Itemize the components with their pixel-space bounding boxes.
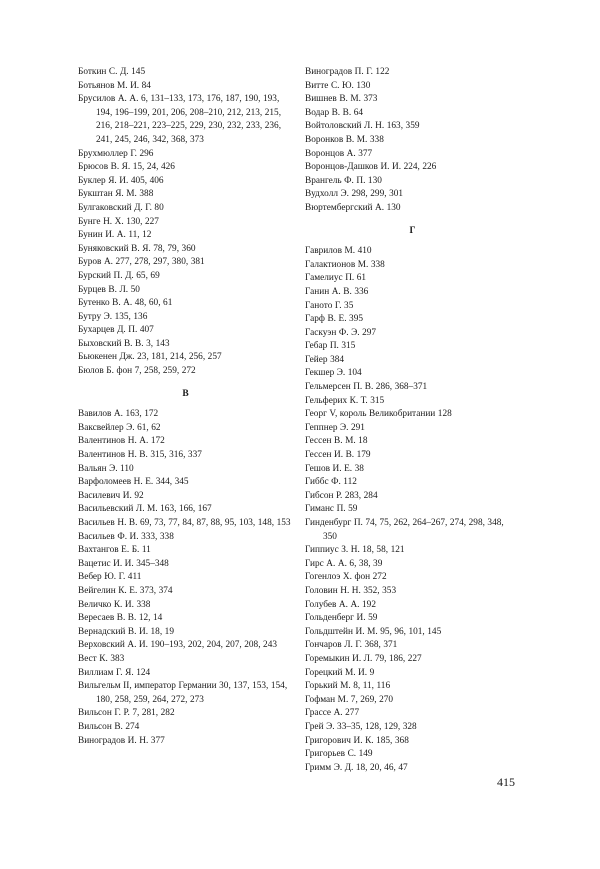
index-entry: Гейер 384 — [305, 354, 345, 365]
index-section-b — [78, 66, 293, 379]
index-entry: Васильев Н. В. 69, 73, 77, 84, 87, 88, 95, 103, 148, 153 — [78, 518, 291, 528]
index-entry: Георг V, король Великобритании 128 — [305, 409, 452, 420]
index-entry: Вацетис И. И. 345–348 — [78, 558, 169, 569]
index-section-g — [305, 245, 520, 775]
index-entry: Грассе А. 277 — [305, 708, 360, 719]
index-section-v-continued — [305, 66, 520, 216]
index-entry: Бунге Н. Х. 130, 227 — [78, 216, 159, 227]
index-entry: Гиманс П. 59 — [305, 504, 358, 515]
index-entry: Гарф В. Е. 395 — [305, 314, 363, 325]
page-number: 415 — [497, 775, 515, 789]
index-entry: Голубев А. А. 192 — [305, 599, 376, 610]
letter-heading-v: В — [182, 388, 189, 399]
index-entry: Боткин С. Д. 145 — [78, 67, 146, 77]
index-entry: Горецкий М. И. 9 — [305, 667, 375, 678]
index-entry: Быховский В. В. 3, 143 — [78, 338, 170, 349]
index-entry: Величко К. И. 338 — [78, 599, 151, 610]
index-entry: Вахтангов Е. Б. 11 — [78, 545, 151, 556]
index-entry: Геппнер Э. 291 — [305, 422, 365, 433]
index-entry: Горький М. 8, 11, 116 — [305, 681, 391, 692]
index-entry: Виноградов И. Н. 377 — [78, 735, 165, 746]
index-entry: Гольденберг И. 59 — [305, 613, 378, 624]
index-entry: Ганин А. В. 336 — [305, 286, 369, 297]
index-entry: Гогенлоэ Х. фон 272 — [305, 572, 387, 583]
index-entry: Буняковский В. Я. 78, 79, 360 — [78, 243, 196, 254]
index-entry: Гельмерсен П. В. 286, 368–371 — [305, 382, 428, 393]
index-entry: Вальян Э. 110 — [78, 463, 134, 474]
index-entry: Бутенко В. А. 48, 60, 61 — [78, 298, 173, 309]
index-entry: Булгаковский Д. Г. 80 — [78, 202, 164, 213]
index-entry: Воронцов А. 377 — [305, 148, 373, 159]
index-entry: Ганото Г. 35 — [305, 300, 354, 311]
index-entry: Вильсон Г. Р. 7, 281, 282 — [78, 708, 175, 719]
index-entry: Брюсов В. Я. 15, 24, 426 — [78, 162, 175, 173]
index-section-v — [78, 408, 293, 748]
index-entry: Гиббс Ф. 112 — [305, 477, 357, 488]
index-column-left — [78, 66, 293, 748]
index-entry: Вест К. 383 — [78, 653, 125, 664]
index-entry: Бутру Э. 135, 136 — [78, 311, 148, 322]
index-entry: Бухарцев Д. П. 407 — [78, 325, 154, 336]
index-entry: Бурцев В. Л. 50 — [78, 284, 140, 295]
index-entry: Гекшер Э. 104 — [305, 368, 362, 379]
index-entry: Головин Н. Н. 352, 353 — [305, 585, 397, 596]
index-entry: Вильгельм II, император Германии 30, 137, 153, 154, 180, 258, 259, 264, 272, 273 — [78, 681, 288, 705]
index-entry: Гирс А. А. 6, 38, 39 — [305, 558, 383, 569]
index-entry: Гельферих К. Т. 315 — [305, 395, 385, 406]
index-entry: Вейгелин К. Е. 373, 374 — [78, 585, 173, 596]
index-entry: Гамелиус П. 61 — [305, 273, 367, 284]
index-entry: Григорович И. К. 185, 368 — [305, 735, 409, 746]
index-entry: Вудхолл Э. 298, 299, 301 — [305, 189, 404, 200]
index-entry: Валентинов Н. В. 315, 316, 337 — [78, 450, 202, 461]
index-entry: Виноградов П. Г. 122 — [305, 67, 390, 77]
index-entry: Букштан Я. М. 388 — [78, 189, 154, 200]
index-entry: Вернадский В. И. 18, 19 — [78, 626, 174, 637]
index-entry: Гольдштейн И. М. 95, 96, 101, 145 — [305, 626, 442, 637]
index-entry: Витте С. Ю. 130 — [305, 80, 371, 91]
index-entry: Гофман М. 7, 269, 270 — [305, 694, 394, 705]
index-entry: Гиппиус З. Н. 18, 58, 121 — [305, 545, 405, 556]
index-entry: Грей Э. 33–35, 128, 129, 328 — [305, 721, 417, 732]
index-entry: Ваксвейлер Э. 61, 62 — [78, 422, 161, 433]
index-entry: Брусилов А. А. 6, 131–133, 173, 176, 187, 190, 193, 194, 196–199, 201, 206, 208–210, 212, 213, 215, 216, 218–221, 223–225, 229, 230, 232, 233, 236, 241, 245, 246, 342, 368, 373 — [78, 94, 282, 145]
index-entry: Гессен И. В. 179 — [305, 450, 371, 461]
index-entry: Вавилов А. 163, 172 — [78, 409, 159, 420]
index-entry: Гешов И. Е. 38 — [305, 463, 364, 474]
index-entry: Ботьянов М. И. 84 — [78, 80, 151, 91]
index-entry: Врангель Ф. П. 130 — [305, 175, 382, 186]
index-entry: Буров А. 277, 278, 297, 380, 381 — [78, 257, 205, 268]
index-entry: Войтоловский Л. Н. 163, 359 — [305, 121, 420, 132]
index-entry: Брухмюллер Г. 296 — [78, 148, 154, 159]
index-entry: Василевич И. 92 — [78, 490, 144, 501]
index-entry: Буклер Я. И. 405, 406 — [78, 175, 164, 186]
index-entry: Григорьев С. 149 — [305, 749, 373, 760]
index-entry: Васильевский Л. М. 163, 166, 167 — [78, 504, 212, 515]
letter-heading-g: Г — [409, 225, 416, 236]
index-entry: Гаврилов М. 410 — [305, 246, 372, 257]
index-entry: Верховский А. И. 190–193, 202, 204, 207, 208, 243 — [78, 640, 278, 651]
index-entry: Воронков В. М. 338 — [305, 134, 384, 145]
index-entry: Вильсон В. 274 — [78, 721, 140, 732]
index-entry: Валентинов Н. А. 172 — [78, 436, 165, 447]
index-entry: Воронцов-Дашков И. И. 224, 226 — [305, 162, 437, 173]
index-entry: Водар В. В. 64 — [305, 107, 364, 118]
index-entry: Гримм Э. Д. 18, 20, 46, 47 — [305, 762, 408, 773]
index-entry: Виллиам Г. Я. 124 — [78, 667, 151, 678]
index-entry: Гинденбург П. 74, 75, 262, 264–267, 274, 298, 348, 350 — [305, 518, 504, 542]
index-entry: Васильев Ф. И. 333, 338 — [78, 531, 174, 542]
index-entry: Вересаев В. В. 12, 14 — [78, 613, 163, 624]
index-entry: Бюлов Б. фон 7, 258, 259, 272 — [78, 366, 196, 377]
index-column-right — [305, 66, 520, 775]
index-entry: Варфоломеев Н. Е. 344, 345 — [78, 477, 189, 488]
index-entry: Гибсон Р. 283, 284 — [305, 490, 378, 501]
index-entry: Гессен В. М. 18 — [305, 436, 368, 447]
index-entry: Вебер Ю. Г. 411 — [78, 572, 142, 583]
index-entry: Гончаров Л. Г. 368, 371 — [305, 640, 398, 651]
index-entry: Галактионов М. 338 — [305, 259, 385, 270]
index-entry: Вишнев В. М. 373 — [305, 94, 378, 105]
index-entry: Гаскуэн Ф. Э. 297 — [305, 327, 377, 338]
index-entry: Бурский П. Д. 65, 69 — [78, 270, 160, 281]
index-entry: Гебар П. 315 — [305, 341, 356, 352]
index-entry: Бьюкенен Дж. 23, 181, 214, 256, 257 — [78, 352, 222, 363]
index-entry: Бунин И. А. 11, 12 — [78, 230, 152, 241]
index-entry: Горемыкин И. Л. 79, 186, 227 — [305, 653, 422, 664]
index-entry: Вюртембергский А. 130 — [305, 202, 401, 213]
